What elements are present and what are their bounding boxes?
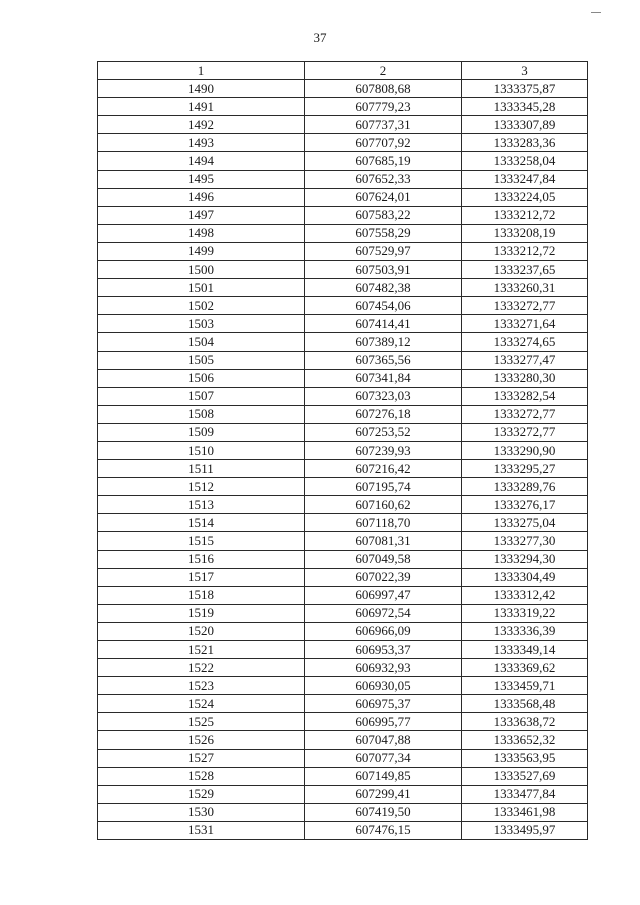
- table-body: [98, 80, 588, 840]
- table-cell: 1520: [98, 622, 305, 640]
- table-cell: 606930,05: [305, 677, 462, 695]
- coordinates-table: [97, 61, 588, 840]
- table-cell: 607341,84: [305, 369, 462, 387]
- table-cell: 607482,38: [305, 279, 462, 297]
- table-row: [98, 224, 588, 242]
- table-row: [98, 80, 588, 98]
- table-cell: 1495: [98, 170, 305, 188]
- page-number: 37: [313, 30, 327, 45]
- table-cell: 1333283,36: [462, 134, 588, 152]
- table-row: [98, 315, 588, 333]
- table-row: [98, 206, 588, 224]
- table-cell: 1527: [98, 749, 305, 767]
- table-row: [98, 695, 588, 713]
- table-cell: 1333289,76: [462, 478, 588, 496]
- table-cell: 1502: [98, 297, 305, 315]
- table-row: [98, 496, 588, 514]
- table-cell: 607685,19: [305, 152, 462, 170]
- table-row: [98, 170, 588, 188]
- table-cell: 1333307,89: [462, 116, 588, 134]
- table-cell: 607808,68: [305, 80, 462, 98]
- table-cell: 606932,93: [305, 659, 462, 677]
- table-cell: 607737,31: [305, 116, 462, 134]
- table-row: [98, 550, 588, 568]
- table-cell: 1333212,72: [462, 206, 588, 224]
- table-row: [98, 532, 588, 550]
- table-row: [98, 441, 588, 459]
- scan-mark: [591, 12, 601, 13]
- table-cell: 1333276,17: [462, 496, 588, 514]
- column-header: 1: [98, 62, 305, 80]
- table-cell: 1333294,30: [462, 550, 588, 568]
- table-cell: 1504: [98, 333, 305, 351]
- table-cell: 1333568,48: [462, 695, 588, 713]
- table-cell: 1521: [98, 641, 305, 659]
- table-row: [98, 134, 588, 152]
- table-cell: 1501: [98, 279, 305, 297]
- table-cell: 1510: [98, 441, 305, 459]
- table-cell: 1333274,65: [462, 333, 588, 351]
- table-row: [98, 261, 588, 279]
- table-cell: 607476,15: [305, 821, 462, 839]
- table-cell: 1496: [98, 188, 305, 206]
- table-cell: 1524: [98, 695, 305, 713]
- table-cell: 1333260,31: [462, 279, 588, 297]
- table-cell: 1333272,77: [462, 405, 588, 423]
- table-cell: 1333349,14: [462, 641, 588, 659]
- table-cell: 1333272,77: [462, 423, 588, 441]
- table-row: [98, 152, 588, 170]
- table-cell: 1333375,87: [462, 80, 588, 98]
- table-cell: 1530: [98, 803, 305, 821]
- table-cell: 1333237,65: [462, 261, 588, 279]
- column-header: 2: [305, 62, 462, 80]
- table-cell: 1333272,77: [462, 297, 588, 315]
- table-cell: 1333304,49: [462, 568, 588, 586]
- table-cell: 1529: [98, 785, 305, 803]
- header-row: [98, 62, 588, 80]
- table-cell: 1513: [98, 496, 305, 514]
- table-cell: 1503: [98, 315, 305, 333]
- table-cell: 1333336,39: [462, 622, 588, 640]
- table-cell: 607081,31: [305, 532, 462, 550]
- table-row: [98, 351, 588, 369]
- table-cell: 1333280,30: [462, 369, 588, 387]
- table-cell: 1333477,84: [462, 785, 588, 803]
- table-row: [98, 423, 588, 441]
- table-cell: 607253,52: [305, 423, 462, 441]
- table-cell: 606966,09: [305, 622, 462, 640]
- table-cell: 1519: [98, 604, 305, 622]
- table-cell: 1333271,64: [462, 315, 588, 333]
- table-cell: 1508: [98, 405, 305, 423]
- table-cell: 1518: [98, 586, 305, 604]
- table-cell: 1522: [98, 659, 305, 677]
- table-cell: 1333208,19: [462, 224, 588, 242]
- table-cell: 607049,58: [305, 550, 462, 568]
- table-cell: 607022,39: [305, 568, 462, 586]
- table-row: [98, 785, 588, 803]
- table-cell: 1333282,54: [462, 387, 588, 405]
- table-row: [98, 586, 588, 604]
- table-row: [98, 242, 588, 260]
- table-cell: 1505: [98, 351, 305, 369]
- table-row: [98, 803, 588, 821]
- table-cell: 1494: [98, 152, 305, 170]
- table-cell: 1506: [98, 369, 305, 387]
- table-row: [98, 641, 588, 659]
- table-cell: 607419,50: [305, 803, 462, 821]
- table-cell: 1498: [98, 224, 305, 242]
- table-cell: 607195,74: [305, 478, 462, 496]
- table-cell: 1333527,69: [462, 767, 588, 785]
- table-cell: 1515: [98, 532, 305, 550]
- table-cell: 607216,42: [305, 460, 462, 478]
- table-cell: 606953,37: [305, 641, 462, 659]
- table-cell: 1333290,90: [462, 441, 588, 459]
- table-row: [98, 514, 588, 532]
- table-cell: 1333258,04: [462, 152, 588, 170]
- table-row: [98, 405, 588, 423]
- table-cell: 1333212,72: [462, 242, 588, 260]
- table-cell: 1333652,32: [462, 731, 588, 749]
- table-row: [98, 116, 588, 134]
- table-cell: 607047,88: [305, 731, 462, 749]
- table-cell: 607365,56: [305, 351, 462, 369]
- table-header: [98, 62, 588, 80]
- table-row: [98, 731, 588, 749]
- table-row: [98, 478, 588, 496]
- table-cell: 607503,91: [305, 261, 462, 279]
- table-row: [98, 387, 588, 405]
- table-cell: 1333345,28: [462, 98, 588, 116]
- table-row: [98, 749, 588, 767]
- table-cell: 1523: [98, 677, 305, 695]
- column-header: 3: [462, 62, 588, 80]
- table-row: [98, 333, 588, 351]
- table-row: [98, 568, 588, 586]
- table-cell: 1526: [98, 731, 305, 749]
- table-cell: 1333369,62: [462, 659, 588, 677]
- table-row: [98, 604, 588, 622]
- table-cell: 1491: [98, 98, 305, 116]
- table-cell: 1514: [98, 514, 305, 532]
- table-cell: 1333277,30: [462, 532, 588, 550]
- table-cell: 1333275,04: [462, 514, 588, 532]
- table-cell: 1507: [98, 387, 305, 405]
- table-cell: 1490: [98, 80, 305, 98]
- table-cell: 1333319,22: [462, 604, 588, 622]
- table-cell: 1511: [98, 460, 305, 478]
- table-cell: 607583,22: [305, 206, 462, 224]
- table-cell: 606997,47: [305, 586, 462, 604]
- table-cell: 1333563,95: [462, 749, 588, 767]
- table-row: [98, 188, 588, 206]
- table-cell: 607276,18: [305, 405, 462, 423]
- table-cell: 607118,70: [305, 514, 462, 532]
- table-cell: 1333277,47: [462, 351, 588, 369]
- table-cell: 1333459,71: [462, 677, 588, 695]
- table-cell: 1517: [98, 568, 305, 586]
- table-cell: 1333638,72: [462, 713, 588, 731]
- table-cell: 1512: [98, 478, 305, 496]
- table-cell: 606972,54: [305, 604, 462, 622]
- table-cell: 1516: [98, 550, 305, 568]
- table-cell: 1492: [98, 116, 305, 134]
- table-cell: 1500: [98, 261, 305, 279]
- table-row: [98, 821, 588, 839]
- table-row: [98, 659, 588, 677]
- table-row: [98, 460, 588, 478]
- table-row: [98, 297, 588, 315]
- table-cell: 607624,01: [305, 188, 462, 206]
- table-cell: 607558,29: [305, 224, 462, 242]
- table-cell: 607529,97: [305, 242, 462, 260]
- table-cell: 607454,06: [305, 297, 462, 315]
- table-cell: 607779,23: [305, 98, 462, 116]
- table-cell: 1333495,97: [462, 821, 588, 839]
- table-row: [98, 279, 588, 297]
- table-cell: 1333224,05: [462, 188, 588, 206]
- table-cell: 1333247,84: [462, 170, 588, 188]
- table-cell: 1333312,42: [462, 586, 588, 604]
- table-cell: 1525: [98, 713, 305, 731]
- table-row: [98, 369, 588, 387]
- table-cell: 607239,93: [305, 441, 462, 459]
- table-cell: 607652,33: [305, 170, 462, 188]
- table-cell: 607323,03: [305, 387, 462, 405]
- table-row: [98, 98, 588, 116]
- table-cell: 606975,37: [305, 695, 462, 713]
- table-cell: 607160,62: [305, 496, 462, 514]
- table-row: [98, 677, 588, 695]
- table-cell: 1499: [98, 242, 305, 260]
- table-cell: 1333295,27: [462, 460, 588, 478]
- table-cell: 1528: [98, 767, 305, 785]
- table-cell: 1493: [98, 134, 305, 152]
- table-cell: 606995,77: [305, 713, 462, 731]
- table-cell: 607299,41: [305, 785, 462, 803]
- table-cell: 607414,41: [305, 315, 462, 333]
- table-cell: 607149,85: [305, 767, 462, 785]
- table-cell: 1497: [98, 206, 305, 224]
- table-row: [98, 713, 588, 731]
- table-cell: 607389,12: [305, 333, 462, 351]
- table-row: [98, 767, 588, 785]
- table-cell: 1509: [98, 423, 305, 441]
- table-cell: 1333461,98: [462, 803, 588, 821]
- table-cell: 607707,92: [305, 134, 462, 152]
- table-cell: 1531: [98, 821, 305, 839]
- table-row: [98, 622, 588, 640]
- table-cell: 607077,34: [305, 749, 462, 767]
